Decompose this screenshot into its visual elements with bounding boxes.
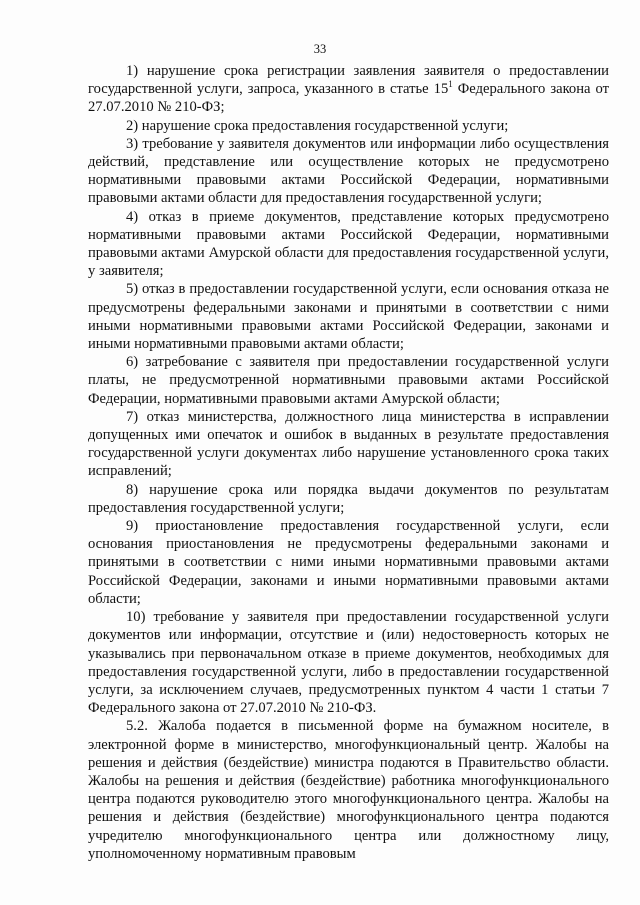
list-item-1-text-end: Федерального закона от 27.07.2010 № 210-ФЗ; [88, 81, 609, 116]
document-body [88, 62, 609, 863]
list-item-10: 10) требование у заявителя при предоставлении государственной услуги документов или информации, отсутствие и (или) недостоверность которых не указывались при первоначальном отказе в приеме документов, необходимых для предоставления государственной услуги, либо в предоставлении государственной услуги, за исключением случаев, предусмотренных пунктом 4 части 1 статьи 7 Федерального закона от 27.07.2010 № 210-ФЗ. [88, 609, 609, 717]
list-item-8: 8) нарушение срока или порядка выдачи документов по результатам предоставления государственной услуги; [88, 481, 609, 516]
list-item-1 [88, 62, 609, 117]
list-item-6: 6) затребование с заявителя при предоставлении государственной услуги платы, не предусмотренной нормативными правовыми актами Российской Федерации, нормативными правовыми актами Амурской области; [88, 354, 609, 407]
list-item-2: 2) нарушение срока предоставления государственной услуги; [126, 117, 509, 134]
paragraph-5-2: 5.2. Жалоба подается в письменной форме на бумажном носителе, в электронной форме в министерство, многофункциональный центр. Жалобы на решения и действия (бездействие) министра подаются в Правительство области. Жалобы на решения и действия (бездействие) работника многофункционального центра подаются руководителю этого многофункционального центра. Жалобы на решения и действия (бездействие) многофункционального центра подаются учредителю многофункционального центра или должностному лицу, уполномоченному нормативным правовым [88, 718, 609, 862]
list-item-1-text: 1) нарушение срока регистрации заявления заявителя о предоставлении государственной услуги, запроса, указанного в статье 15 [88, 63, 609, 98]
page-number: 33 [313, 42, 327, 56]
list-item-3: 3) требование у заявителя документов или информации либо осуществления действий, представление или осуществление которых не предусмотрено нормативными правовыми актами Российской Федерации, нормативными правовыми актами области для предоставления государственной услуги; [88, 135, 609, 207]
list-item-9: 9) приостановление предоставления государственной услуги, если основания приостановления не предусмотрены федеральными законами и принятыми в соответствии с ними иными нормативными правовыми актами Российской Федерации, законами и иными нормативными правовыми актами области; [88, 518, 609, 607]
list-item-5: 5) отказ в предоставлении государственной услуги, если основания отказа не предусмотрены федеральными законами и принятыми в соответствии с ними иными нормативными правовыми актами Российской Федерации, законами и иными нормативными правовыми актами области; [88, 281, 609, 353]
superscript-mark: 1 [448, 79, 453, 90]
list-item-4: 4) отказ в приеме документов, представление которых предусмотрено нормативными правовыми актами Российской Федерации, нормативными правовыми актами Амурской области для предоставления государственной услуги, у заявителя; [88, 208, 609, 280]
list-item-7: 7) отказ министерства, должностного лица министерства в исправлении допущенных ими опечаток и ошибок в выданных в результате предоставления государственной услуги документах либо нарушение установленного срока таких исправлений; [88, 408, 609, 480]
